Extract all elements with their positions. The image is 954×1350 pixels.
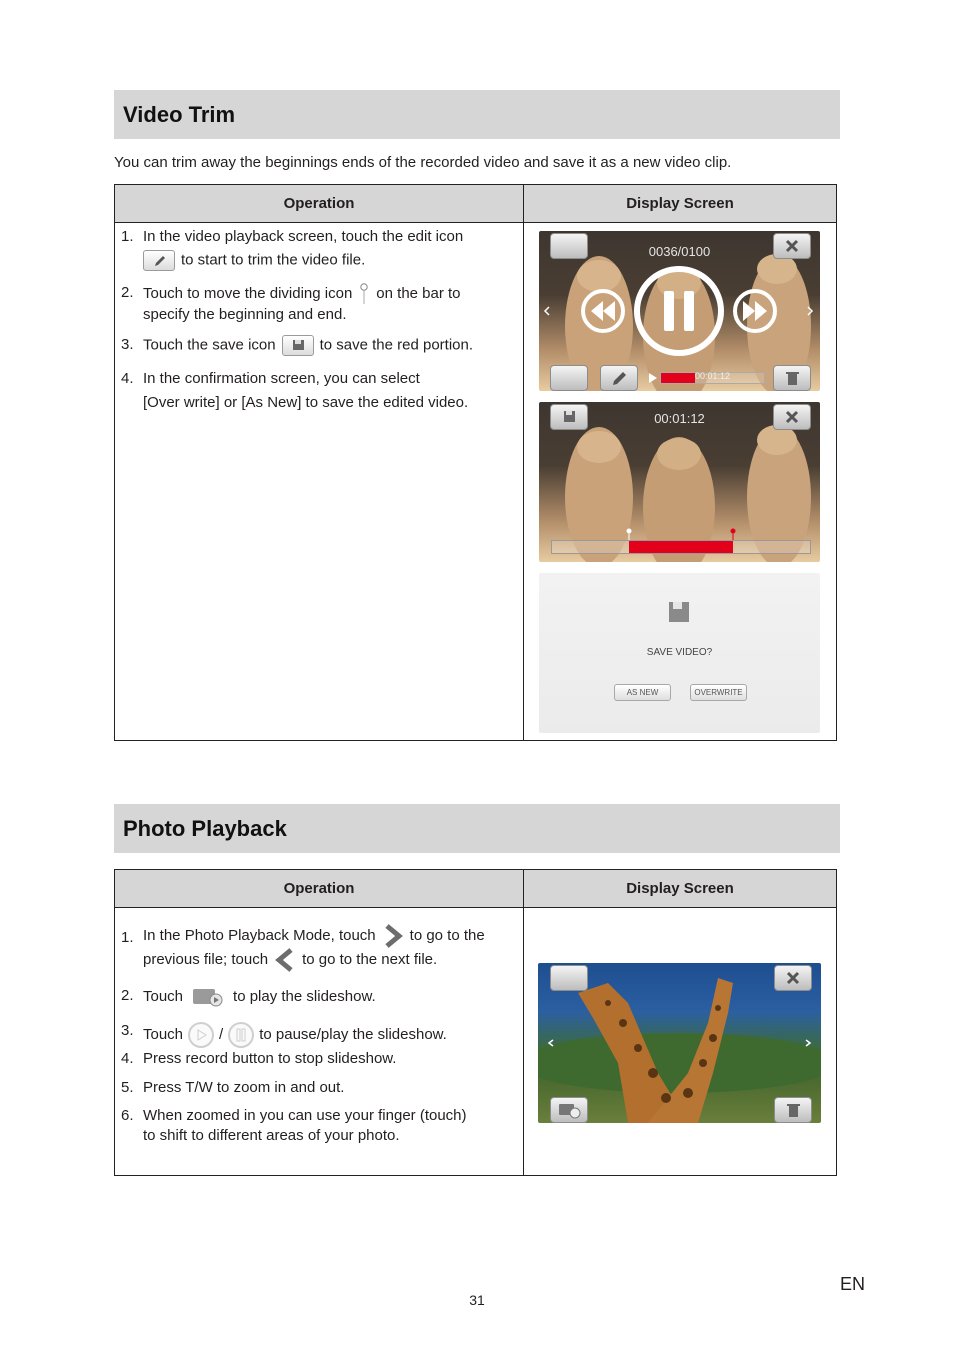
- display-screen-header: Display Screen: [524, 185, 836, 223]
- rewind-icon: [583, 291, 623, 331]
- playback-screen: [539, 231, 820, 391]
- save-video-label: SAVE VIDEO?: [646, 647, 713, 658]
- video-trim-table: Operation Display Screen 1. In the video playback screen, touch the edit icon to start to trim the video file. 2. Touch to move the dividing icon on the bar to specify the beginning and end. 3. Touch the save icon to save the red portion. 4. In the confirmation screen, you can select [Over write] or [As New] to save the edited video.: [114, 184, 837, 741]
- as-new-button[interactable]: AS NEW: [614, 684, 671, 701]
- trim-bar[interactable]: [551, 540, 811, 554]
- edit-icon: [601, 366, 637, 390]
- trim-timecode: 00:01:12: [654, 411, 705, 426]
- video-trim-intro: You can trim away the beginnings ends of the recorded video and save it as a new video clip.: [114, 154, 732, 171]
- language-label: EN: [840, 1274, 866, 1294]
- delete-button[interactable]: [773, 365, 811, 391]
- dividing-pin-icon: [358, 283, 370, 305]
- dividing-pin-icon[interactable]: [728, 528, 738, 540]
- chevron-left-icon: [545, 307, 549, 315]
- video-trim-title: Video Trim: [123, 102, 236, 127]
- close-icon: [774, 405, 810, 429]
- menu-button[interactable]: [550, 965, 588, 991]
- photo-playback-table: Operation Display Screen 1. In the Photo Playback Mode, touch to go to the previous file; touch to go to the next file. 2. Touch to play the slideshow. 3. Touch / to pause/play the slideshow. 4. Press record button to stop slideshow. 5. Press T/W to zoom in and out. 6. When zoomed in you can use your finger (touch) to shift to different areas of your photo.: [114, 869, 837, 1176]
- save-icon: [282, 335, 314, 356]
- slideshow-button[interactable]: [550, 365, 588, 391]
- slideshow-icon: [191, 986, 225, 1008]
- dividing-pin-icon[interactable]: [624, 528, 634, 540]
- photo-screen: [538, 963, 821, 1123]
- close-icon: [775, 966, 811, 990]
- progress-time: 00:01:12: [695, 371, 731, 381]
- trim-selection: [629, 541, 732, 553]
- video-trim-header: [114, 90, 840, 139]
- trash-icon: [775, 1098, 811, 1122]
- play-icon: [187, 1021, 215, 1049]
- column-divider: [523, 185, 524, 740]
- operation-header: Operation: [115, 185, 524, 223]
- edit-button[interactable]: [600, 365, 638, 391]
- trash-icon: [774, 366, 810, 390]
- pause-icon: [227, 1021, 255, 1049]
- chevron-left-icon: [274, 948, 296, 972]
- photo-playback-header: [114, 804, 840, 853]
- display-screen-header: Display Screen: [524, 870, 836, 908]
- operation-header: Operation: [115, 870, 524, 908]
- photo-playback-title: Photo Playback: [123, 816, 287, 841]
- slideshow-icon: [551, 1098, 587, 1122]
- column-divider: [523, 870, 524, 1175]
- chevron-right-icon: [806, 1040, 810, 1046]
- pause-large-icon: [637, 269, 721, 353]
- save-video-dialog: [539, 573, 820, 733]
- chevron-left-icon: [549, 1040, 553, 1046]
- close-button[interactable]: [773, 404, 811, 430]
- progress-fill: [661, 373, 695, 383]
- page-number: 31: [469, 1292, 485, 1308]
- overwrite-button[interactable]: OVERWRITE: [690, 684, 747, 701]
- fast-forward-icon: [735, 291, 775, 331]
- playback-timecode: 0036/0100: [648, 244, 711, 259]
- save-button[interactable]: [550, 404, 588, 430]
- save-icon: [551, 405, 587, 429]
- play-small-icon: [647, 371, 659, 385]
- close-button[interactable]: [774, 965, 812, 991]
- save-icon: [668, 601, 692, 623]
- chevron-right-icon: [382, 924, 404, 948]
- chevron-right-icon: [808, 307, 812, 315]
- delete-button[interactable]: [774, 1097, 812, 1123]
- edit-icon: [143, 250, 175, 271]
- slideshow-button[interactable]: [550, 1097, 588, 1123]
- progress-track[interactable]: [660, 372, 765, 384]
- trim-screen: [539, 402, 820, 562]
